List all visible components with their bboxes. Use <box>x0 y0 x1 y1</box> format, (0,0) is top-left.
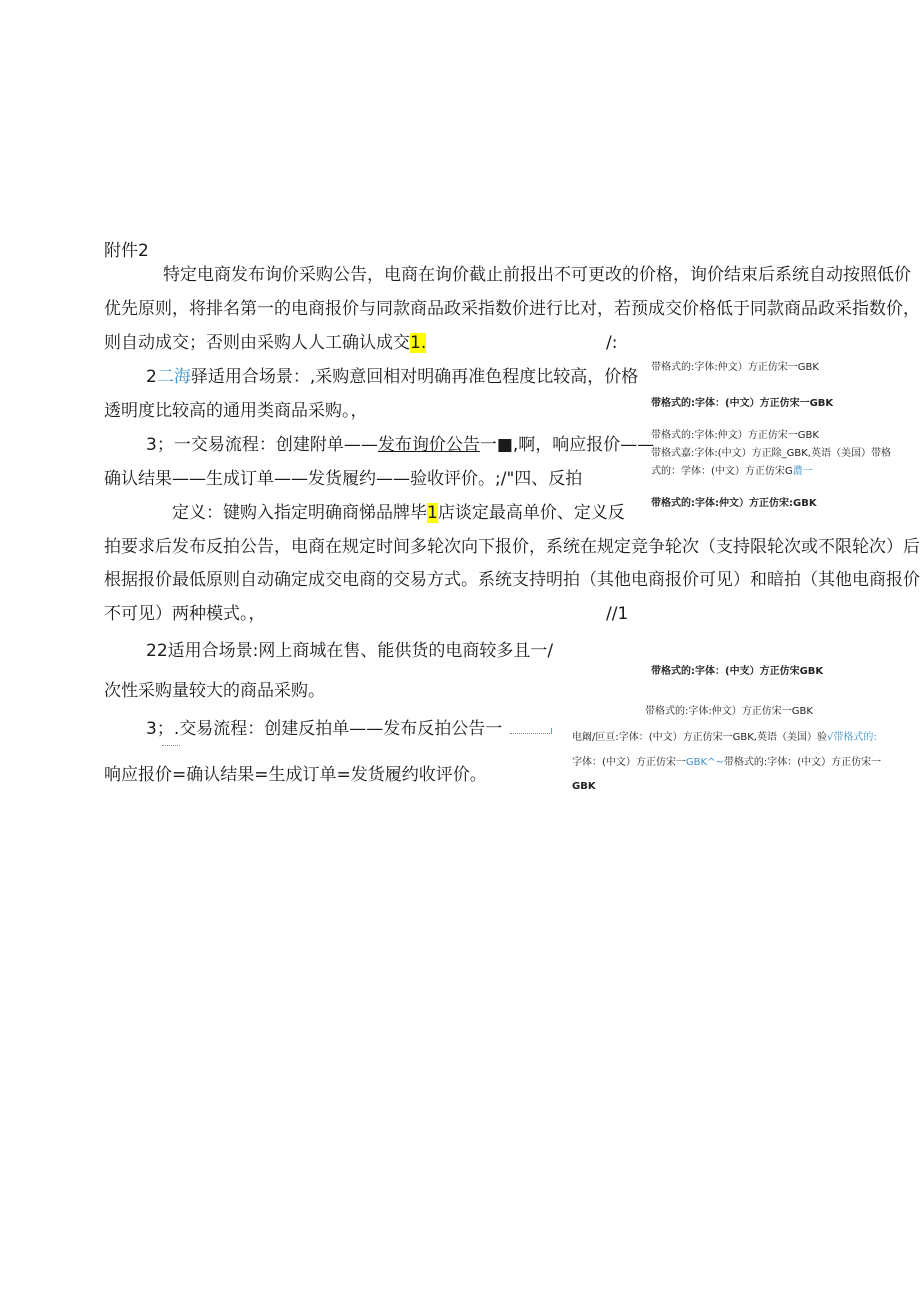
format-comment[interactable]: 带格式的:字体：(中文）方正仿宋一GBK <box>651 398 834 409</box>
dotted-leader <box>510 733 550 734</box>
para1-line3-tail: /: <box>606 333 618 353</box>
section3-line2: 确认结果——生成订单——发货履约——验收评价。;/"四、反拍 <box>104 469 583 489</box>
format-comment[interactable] <box>572 756 881 769</box>
attachment-heading: 附件2 <box>104 241 149 261</box>
para1-line1: 特定电商发布询价采购公告，电商在询价截止前报出不可更改的价格，询价结束后系统自动按照低价 <box>163 265 911 285</box>
definition-line1 <box>172 502 625 524</box>
section33-line1: 3；.交易流程：创建反拍单——发布反拍公告一 <box>146 719 503 739</box>
format-comment-blue: 濃一 <box>792 466 813 477</box>
para1-line2: 优先原则，将排名第一的电商报价与同款商品政采指数价进行比对，若预成交价格低于同款商品政采指数价， <box>104 299 920 319</box>
format-comment-text: 电阚/叵亘:字体：(中文）方正仿宋一GBK,英语（美国）验 <box>572 732 827 743</box>
para1-line3 <box>104 332 426 354</box>
format-comment[interactable]: 带格式的:字体:仲文）方正仿宋:GBK <box>651 498 817 509</box>
section2-line1 <box>146 366 638 388</box>
format-comment[interactable]: 带格式的:字体:仲文）方正仿宋一GBK <box>651 430 819 441</box>
format-comment-text: 带格式的:字体：(中文）方正仿宋一 <box>723 757 882 768</box>
definition-line3: 根据报价最低原则自动确定成交电商的交易方式。系统支持明拍（其他电商报价可见）和暗拍（其他电商报价 <box>104 570 920 590</box>
format-comment-text: 字体：(中文）方正仿宋一 <box>572 757 686 768</box>
format-comment[interactable] <box>651 465 813 478</box>
format-comment-blue: GBK^~ <box>685 757 724 768</box>
definition-line4: 不可见）两种模式。， <box>104 604 266 624</box>
change-mark <box>551 728 552 734</box>
definition-text-a: 定义：键购入指定明确商悌品牌毕 <box>172 503 427 523</box>
section2-number: 2 <box>146 367 157 387</box>
highlight-marker: 1. <box>410 333 427 353</box>
format-comment[interactable] <box>572 731 877 744</box>
format-comment[interactable]: GBK <box>572 781 596 792</box>
format-comment[interactable]: 带格式的:字体：(中支）方正仿宋GBK <box>651 666 824 677</box>
definition-line2: 拍要求后发布反拍公告，电商在规定时间多轮次向下报价，系统在规定竞争轮次（支持限轮次或不限轮次）后 <box>104 537 920 557</box>
para1-line3-text: 则自动成交；否则由采购人人工确认成交 <box>104 333 410 353</box>
section33-line2: 响应报价=确认结果=生成订单=发货履约收评价。 <box>104 765 487 785</box>
section3-underlined: 发布询价公告 <box>377 435 480 455</box>
definition-highlight: 1 <box>427 503 438 523</box>
section22-line2: 次性采购量较大的商品采购。 <box>104 681 325 701</box>
format-comment[interactable]: 带格式嘉:字体:(中文）方正除_GBK,英语（美国）带格 <box>651 448 891 459</box>
section3-text-b: 一■,啊，响应报价—— <box>479 435 655 455</box>
format-comment-text: 式的：学体：(中文）方正仿宋G <box>651 466 793 477</box>
format-comment-blue: √带格式的: <box>827 732 877 743</box>
definition-line4-tail: //1 <box>606 604 629 624</box>
section2-text: 驿适用合场景：,采购意回相对明确再准色程度比较高，价格 <box>190 367 639 387</box>
section3-line1 <box>146 434 654 456</box>
definition-text-b: 店谈定最高单价、定义反 <box>437 503 625 523</box>
format-comment[interactable]: 带格式的:字体:仲文）方正仿宋一GBK <box>645 706 813 717</box>
section2-line2: 透明度比较高的通用类商品采购。， <box>104 401 368 421</box>
section22-line1: 22适用合场景:网上商城在售、能供货的电商较多且一/ <box>146 641 554 661</box>
format-comment[interactable]: 带格式的:字体:仲文）方正仿宋一GBK <box>651 362 819 373</box>
section2-blue-text: 二海 <box>156 367 191 387</box>
section3-text-a: 3；一交易流程：创建附单—— <box>146 435 378 455</box>
dotted-mark <box>162 745 180 746</box>
